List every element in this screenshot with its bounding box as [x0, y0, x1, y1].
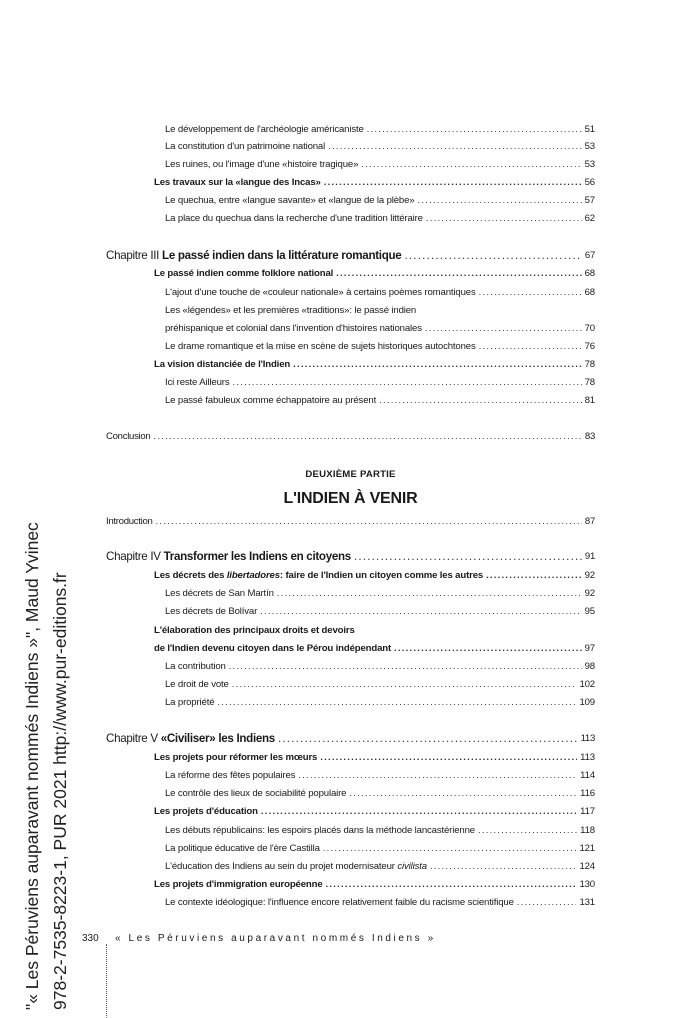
toc-subsection — [165, 377, 595, 389]
toc-subsection — [165, 825, 595, 837]
page-number: 51 — [584, 124, 595, 135]
leader-dots — [277, 588, 582, 600]
leader-dots — [293, 359, 582, 371]
page-number: 70 — [584, 323, 595, 334]
toc-section — [154, 177, 595, 189]
toc-subsection — [165, 141, 595, 153]
subsection-title: Le drame romantique et la mise en scène de sujets historiques autochtones — [165, 341, 476, 352]
chapter-prefix: Chapitre IV — [106, 550, 161, 563]
toc-section — [154, 268, 595, 280]
toc-subsection — [165, 679, 595, 691]
section-title: de l'Indien devenu citoyen dans le Pérou indépendant — [154, 643, 392, 654]
subsection-title: La constitution d'un patrimoine national — [165, 141, 326, 152]
subsection-title: Les décrets de Bolívar — [165, 606, 258, 617]
page-number: 118 — [580, 825, 595, 836]
chapter-4-entry — [106, 551, 595, 563]
leader-dots — [349, 788, 577, 800]
toc-subsection — [165, 213, 595, 225]
page-number: 78 — [584, 359, 595, 370]
page-number: 92 — [584, 588, 595, 599]
subsection-title-italic: civilista — [397, 861, 427, 872]
part-title: L'INDIEN À VENIR — [283, 490, 418, 507]
leader-dots — [479, 287, 582, 299]
page-number: 91 — [584, 551, 595, 562]
page-number: 109 — [579, 697, 595, 708]
leader-dots — [394, 643, 582, 655]
subsection-title-part: L'éducation des Indiens au sein du projet modernisateur — [165, 861, 398, 872]
toc-subsection — [165, 195, 595, 207]
subsection-title: Le droit de vote — [165, 679, 229, 690]
leader-dots — [153, 431, 581, 443]
leader-dots — [320, 752, 577, 764]
leader-dots — [336, 268, 581, 280]
leader-dots — [328, 141, 582, 153]
leader-dots — [354, 551, 582, 563]
toc-section — [154, 879, 595, 891]
leader-dots — [326, 879, 577, 891]
subsection-title-line1: Les «légendes» et les premières «traditions»: le passé indien — [165, 305, 417, 316]
section-title: Les travaux sur la «langue des Incas» — [154, 177, 321, 188]
page-number: 95 — [584, 606, 595, 617]
page-number: 78 — [584, 377, 595, 388]
toc-subsection — [165, 697, 595, 709]
leader-dots — [232, 377, 581, 389]
page-number: 67 — [584, 250, 595, 261]
leader-dots — [517, 897, 577, 909]
page-number: 102 — [579, 679, 595, 690]
subsection-title: Le développement de l'archéologie américaniste — [165, 124, 364, 135]
page-number: 56 — [584, 177, 595, 188]
conclusion-entry — [106, 431, 595, 443]
page-number: 130 — [579, 879, 595, 890]
citation-line-2: 978-2-7535-8223-1, PUR 2021 http://www.pur-editions.fr — [50, 572, 70, 1010]
subsection-title: Le quechua, entre «langue savante» et «langue de la plèbe» — [165, 195, 415, 206]
page-number: 53 — [584, 159, 595, 170]
subsection-title: La contribution — [165, 661, 226, 672]
leader-dots — [417, 195, 581, 207]
subsection-title: Ici reste Ailleurs — [165, 377, 230, 388]
toc-subsection — [165, 124, 595, 136]
leader-dots — [430, 861, 576, 873]
leader-dots — [156, 516, 582, 528]
leader-dots — [361, 159, 581, 171]
page-number: 68 — [584, 287, 595, 298]
entry-title: Conclusion — [106, 431, 151, 442]
toc-subsection — [165, 159, 595, 171]
leader-dots — [232, 679, 577, 691]
section-title-italic: libertadores — [226, 570, 280, 581]
subsection-title: La réforme des fêtes populaires — [165, 770, 296, 781]
toc-subsection — [165, 861, 595, 873]
section-title: La vision distanciée de l'Indien — [154, 359, 291, 370]
leader-dots — [479, 341, 582, 353]
leader-dots — [278, 733, 578, 745]
leader-dots — [260, 606, 581, 618]
leader-dots — [324, 177, 582, 189]
subsection-title: Le contexte idéologique: l'influence encore relativement faible du racisme scientifique — [165, 897, 514, 908]
page-number: 97 — [584, 643, 595, 654]
toc-section — [154, 359, 595, 371]
subsection-title: préhispanique et colonial dans l'invention d'histoires nationales — [165, 323, 422, 334]
chapter-title: Le passé indien dans la littérature romantique — [162, 249, 402, 262]
page-number: 83 — [584, 431, 595, 442]
leader-dots — [478, 825, 577, 837]
chapter-3-entry — [106, 250, 595, 262]
introduction-entry — [106, 516, 595, 528]
subsection-title: Les débuts républicains: les espoirs placés dans la méthode lancastérienne — [165, 825, 475, 836]
leader-dots — [404, 250, 581, 262]
toc-subsection — [165, 770, 595, 782]
subsection-title: Le passé fabuleux comme échappatoire au présent — [165, 395, 377, 406]
toc-subsection — [165, 843, 595, 855]
dotted-margin-rule — [106, 944, 107, 1018]
leader-dots — [367, 124, 582, 136]
leader-dots — [229, 661, 582, 673]
page-number: 116 — [580, 788, 595, 799]
toc-subsection — [165, 606, 595, 618]
part-label: DEUXIÈME PARTIE — [305, 469, 396, 480]
leader-dots — [217, 697, 576, 709]
subsection-title: Les décrets de San Martín — [165, 588, 274, 599]
leader-dots — [261, 806, 577, 818]
section-title-line1: L'élaboration des principaux droits et devoirs — [154, 625, 355, 636]
chapter-prefix: Chapitre V — [106, 732, 158, 745]
page-number: 87 — [584, 516, 595, 527]
page-number: 57 — [584, 195, 595, 206]
subsection-title: La politique éducative de l'ère Castilla — [165, 843, 320, 854]
section-title: Les projets d'éducation — [154, 806, 258, 817]
page-number: 131 — [579, 897, 595, 908]
toc-subsection — [165, 897, 595, 909]
section-title: Les projets pour réformer les mœurs — [154, 752, 318, 763]
page-number: 98 — [584, 661, 595, 672]
leader-dots — [486, 570, 582, 582]
chapter-prefix: Chapitre III — [106, 249, 160, 262]
page-number: 113 — [580, 733, 595, 744]
page-number: 92 — [584, 570, 595, 581]
subsection-title: La place du quechua dans la recherche d'une tradition littéraire — [165, 213, 423, 224]
page-number: 62 — [584, 213, 595, 224]
toc-section — [154, 806, 595, 818]
chapter-title: «Civiliser» les Indiens — [160, 732, 275, 745]
leader-dots — [426, 213, 582, 225]
toc-subsection — [165, 788, 595, 800]
entry-title: Introduction — [106, 516, 153, 527]
page-number: 121 — [579, 843, 595, 854]
page-number: 117 — [580, 806, 595, 817]
leader-dots — [323, 843, 577, 855]
page-number: 76 — [584, 341, 595, 352]
chapter-title: Transformer les Indiens en citoyens — [163, 550, 351, 563]
page-number-footer: 330 — [82, 933, 99, 944]
page-number: 81 — [584, 395, 595, 406]
toc-section — [154, 643, 595, 655]
leader-dots — [298, 770, 577, 782]
toc-subsection — [165, 395, 595, 407]
toc-subsection — [165, 588, 595, 600]
toc-subsection — [165, 341, 595, 353]
subsection-title: L'ajout d'une touche de «couleur nationale» à certains poèmes romantiques — [165, 287, 476, 298]
toc-subsection — [165, 323, 595, 335]
page-number: 124 — [579, 861, 595, 872]
subsection-title: Les ruines, ou l'image d'une «histoire tragique» — [165, 159, 359, 170]
page-number: 68 — [584, 268, 595, 279]
toc-section — [154, 752, 595, 764]
section-title-part: : faire de l'Indien un citoyen comme les autres — [279, 570, 484, 581]
citation-line-1: "« Les Péruviens auparavant nommés Indiens »", Maud Yvinec — [22, 522, 42, 1010]
toc-subsection — [165, 287, 595, 299]
page-number: 114 — [580, 770, 595, 781]
section-title: Les projets d'immigration européenne — [154, 879, 323, 890]
page-number: 53 — [584, 141, 595, 152]
subsection-title: La propriété — [165, 697, 215, 708]
section-title-part: Les décrets des — [154, 570, 227, 581]
leader-dots — [425, 323, 582, 335]
chapter-5-entry — [106, 733, 595, 745]
subsection-title: Le contrôle des lieux de sociabilité populaire — [165, 788, 347, 799]
leader-dots — [379, 395, 582, 407]
toc-subsection — [165, 661, 595, 673]
running-title: « Les Péruviens auparavant nommés Indiens » — [115, 933, 436, 944]
toc-section — [154, 570, 595, 582]
section-title: Le passé indien comme folklore national — [154, 268, 334, 279]
page-number: 113 — [580, 752, 595, 763]
